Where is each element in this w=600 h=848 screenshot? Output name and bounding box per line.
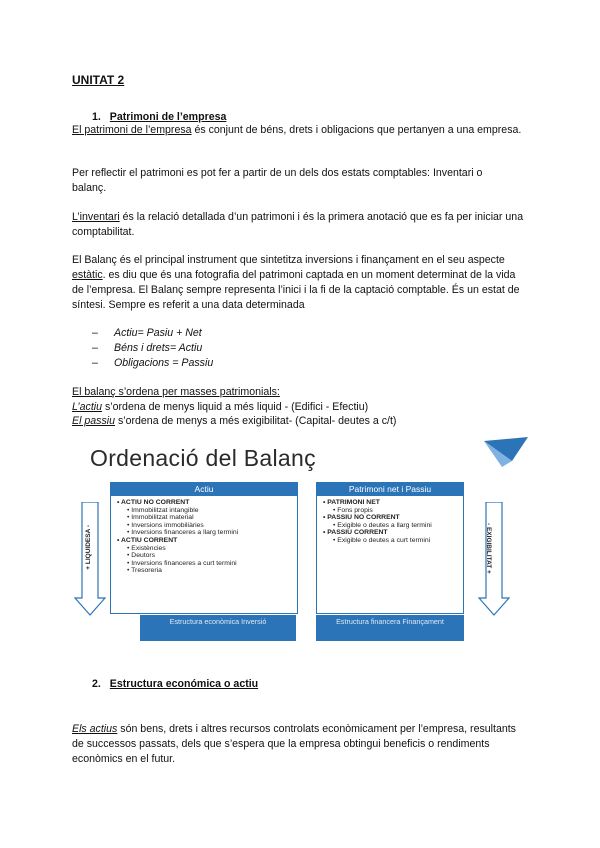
diagram-title: Ordenació del Balanç <box>90 445 316 471</box>
section-2-title: Estructura económica o actiu <box>109 678 259 690</box>
section-2-number: 2. <box>92 678 101 690</box>
list-item: – Obligacions = Passiu <box>92 356 213 371</box>
patrimoni-term: El patrimoni de l’empresa <box>72 124 192 136</box>
equations-list <box>92 326 213 371</box>
list-item: • ACTIU NO CORRENT <box>117 499 291 507</box>
balance-diagram <box>72 435 528 641</box>
section-1-title: Patrimoni de l’empresa <box>109 111 227 123</box>
actius-term: Els actius <box>72 723 118 735</box>
order-passiu <box>72 414 396 429</box>
balanc-text-a: El Balanç és el principal instrument que sintetitza inversions i finançament en el seu aspecte <box>72 254 505 266</box>
passiu-footer: Estructura financera Finançament <box>316 615 464 641</box>
actiu-column <box>110 482 298 614</box>
paragraph-balanc <box>72 253 528 313</box>
actius-definition <box>72 722 528 767</box>
list-item: • Inversions financeres a llarg termini <box>117 529 291 537</box>
estatic-term: estàtic <box>72 269 103 281</box>
unit-heading: UNITAT 2 <box>72 73 125 87</box>
list-item: • Inversions immobiliàries <box>117 522 291 530</box>
section-2-heading <box>92 677 258 692</box>
inventari-term: L’inventari <box>72 211 120 223</box>
list-item: • PATRIMONI NET <box>323 499 457 507</box>
actiu-header: Actiu <box>111 483 297 496</box>
actius-def-text: són bens, drets i altres recursos controlats econòmicament per l’empresa, resultants de successos passats, dels que s’espera que la empresa obtingui beneficis o rendiments econòmics en el futur. <box>72 723 516 765</box>
passiu-header: Patrimoni net i Passiu <box>317 483 463 496</box>
list-item: • PASSIU CORRENT <box>323 529 457 537</box>
order-actiu <box>72 400 368 415</box>
list-item: • ACTIU CORRENT <box>117 537 291 545</box>
passiu-column <box>316 482 464 614</box>
list-item: • PASSIU NO CORRENT <box>323 514 457 522</box>
order-title: El balanç s’ordena per masses patrimonials: <box>72 386 280 398</box>
list-item: • Tresoreria <box>117 567 291 575</box>
list-item: • Immobilitzat material <box>117 514 291 522</box>
brand-logo-icon <box>482 437 528 469</box>
list-item: • Existències <box>117 545 291 553</box>
list-item: • Fons propis <box>323 507 457 515</box>
actiu-term: L’actiu <box>72 401 103 413</box>
actiu-footer: Estructura econòmica Inversió <box>140 615 296 641</box>
list-item: • Inversions financeres a curt termini <box>117 560 291 568</box>
liquidity-label: + LIQUIDESA - <box>85 525 92 570</box>
paragraph-inventari <box>72 210 528 240</box>
patrimoni-definition <box>72 123 528 138</box>
list-item: – Béns i drets= Actiu <box>92 341 213 356</box>
list-item: • Immobilitzat intangible <box>117 507 291 515</box>
passiu-term: El passiu <box>72 415 115 427</box>
list-item: – Actiu= Pasiu + Net <box>92 326 213 341</box>
section-1-number: 1. <box>92 111 101 123</box>
actiu-order-text: s’ordena de menys liquid a més liquid - (Edifici - Efectiu) <box>102 401 369 413</box>
patrimoni-def-text: és conjunt de béns, drets i obligacions que pertanyen a una empresa. <box>191 124 522 136</box>
list-item: • Exigible o deutes a curt termini <box>323 537 457 545</box>
paragraph-estats: Per reflectir el patrimoni es pot fer a partir de un dels dos estats comptables: Inventari o balanç. <box>72 167 483 194</box>
passiu-items <box>317 496 463 548</box>
inventari-text: és la relació detallada d’un patrimoni i és la primera anotació que es fa per iniciar una comptabilitat. <box>72 211 524 238</box>
actiu-items <box>111 496 297 578</box>
list-item: • Exigible o deutes a llarg termini <box>323 522 457 530</box>
list-item: • Deutors <box>117 552 291 560</box>
exigibility-label: - EXIGIBILITAT + <box>485 523 492 574</box>
balanc-text-b: . es diu que és una fotografia del patrimoni captada en un moment determinat de la vida de l’empresa. El Balanç sempre representa l’inici i la fi de la captació comptable. És un estat de síntesi. Sempre es referit a una data determinada <box>72 269 520 311</box>
passiu-order-text: s’ordena de menys a més exigibilitat- (Capital- deutes a c/t) <box>115 415 397 427</box>
exigibility-arrow-icon <box>478 502 510 616</box>
